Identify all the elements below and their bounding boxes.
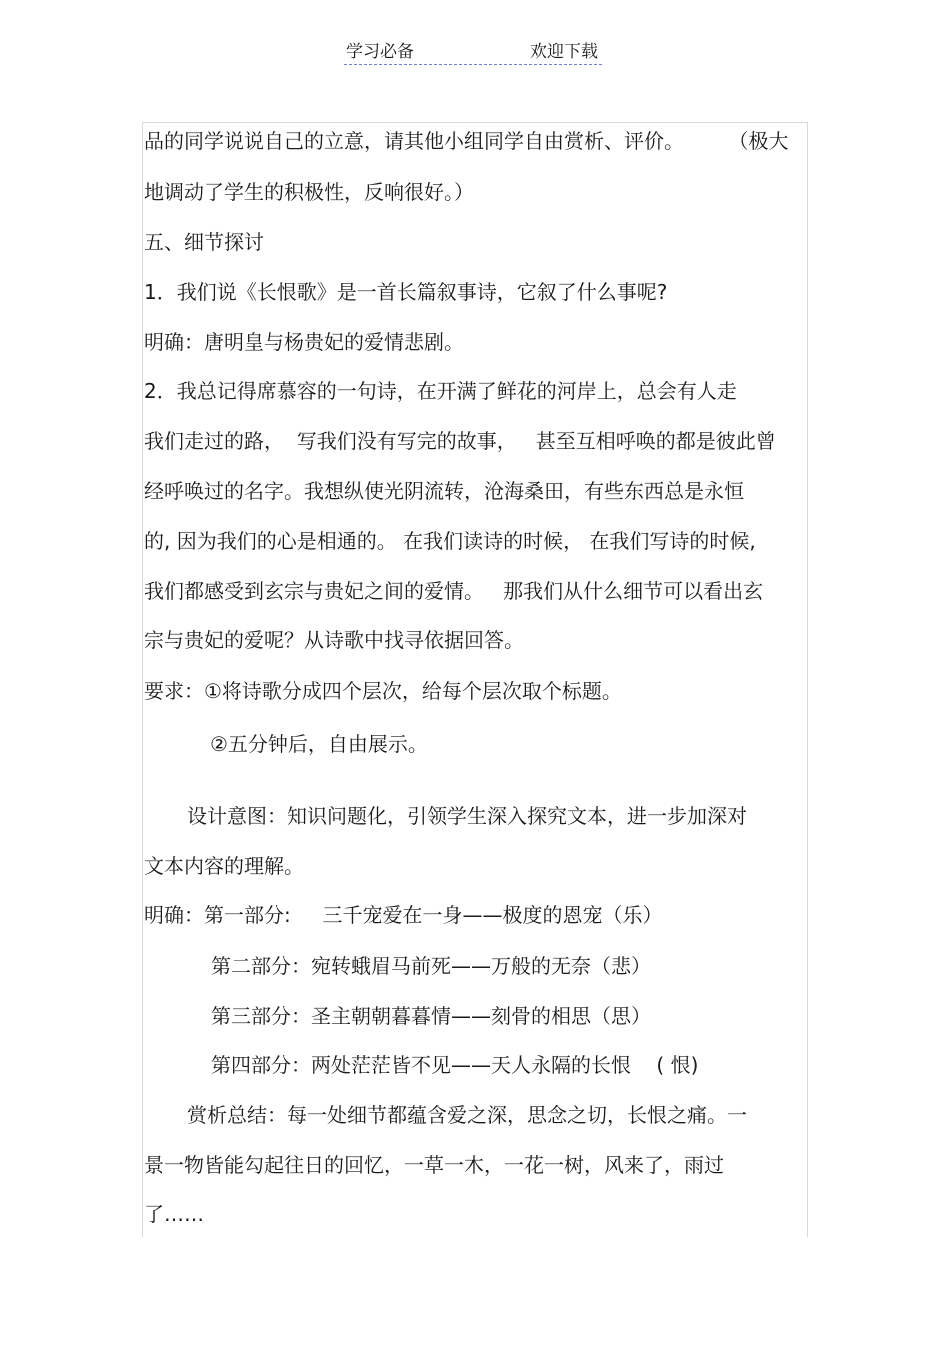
requirement-1: 要求：①将诗歌分成四个层次，给每个层次取个标题。 bbox=[144, 679, 622, 703]
question-2: 2．我总记得席慕容的一句诗，在开满了鲜花的河岸上，总会有人走 bbox=[144, 379, 737, 403]
header-left-text: 学习必备 bbox=[346, 42, 414, 62]
text-line: 景一物皆能勾起往日的回忆，一草一木，一花一树，风来了，雨过 bbox=[144, 1153, 724, 1177]
design-intent: 设计意图：知识问题化，引领学生深入探究文本，进一步加深对 bbox=[187, 804, 747, 828]
text-line: 我们都感受到玄宗与贵妃之间的爱情。 那我们从什么细节可以看出玄 bbox=[144, 579, 764, 603]
text-line: 经呼唤过的名字。我想纵使光阴流转，沧海桑田，有些东西总是永恒 bbox=[144, 479, 744, 503]
text-line: 了…… bbox=[144, 1202, 204, 1226]
section-heading: 五、细节探讨 bbox=[144, 230, 264, 254]
text-line: 品的同学说说自己的立意，请其他小组同学自由赏析、评价。 （极大 bbox=[144, 129, 789, 153]
part-2: 第二部分：宛转蛾眉马前死——万般的无奈（悲） bbox=[211, 954, 651, 978]
text-line: 的, 因为我们的心是相通的。 在我们读诗的时候， 在我们写诗的时候, bbox=[144, 529, 756, 553]
text-line: 地调动了学生的积极性，反响很好。） bbox=[144, 180, 474, 204]
part-3: 第三部分：圣主朝朝暮暮情——刻骨的相思（思） bbox=[211, 1004, 651, 1028]
text-line: 我们走过的路， 写我们没有写完的故事， 甚至互相呼唤的都是彼此曾 bbox=[144, 429, 776, 453]
text-line: 文本内容的理解。 bbox=[144, 854, 304, 878]
summary: 赏析总结：每一处细节都蕴含爱之深，思念之切，长恨之痛。一 bbox=[187, 1103, 747, 1127]
requirement-2: ②五分钟后，自由展示。 bbox=[210, 732, 428, 756]
part-4: 第四部分：两处茫茫皆不见——天人永隔的长恨 ( 恨) bbox=[211, 1053, 699, 1077]
answer-1: 明确：唐明皇与杨贵妃的爱情悲剧。 bbox=[144, 330, 464, 354]
question-1: 1．我们说《长恨歌》是一首长篇叙事诗，它叙了什么事呢? bbox=[144, 280, 668, 304]
header-right-text: 欢迎下载 bbox=[530, 42, 598, 62]
text-line: 宗与贵妃的爱呢？从诗歌中找寻依据回答。 bbox=[144, 628, 524, 652]
part-1: 明确：第一部分: 三千宠爱在一身——极度的恩宠（乐） bbox=[144, 903, 663, 927]
page-header bbox=[344, 40, 602, 65]
